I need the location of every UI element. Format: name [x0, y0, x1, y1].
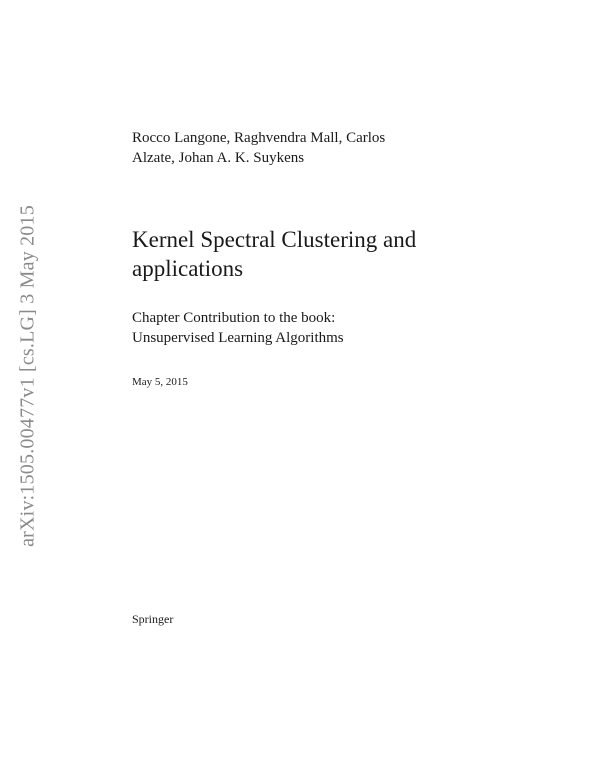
publisher-name: Springer [132, 612, 174, 626]
subtitle-line-2: Unsupervised Learning Algorithms [132, 330, 344, 346]
author-list [132, 128, 452, 168]
subtitle-line-1: Chapter Contribution to the book: [132, 310, 336, 326]
chapter-title [132, 225, 462, 283]
arxiv-identifier-stamp: arXiv:1505.00477v1 [cs.LG] 3 May 2015 [16, 205, 39, 547]
title-line-2: applications [132, 256, 244, 281]
book-contribution-note [132, 308, 452, 348]
title-line-1: Kernel Spectral Clustering and [132, 227, 417, 252]
publication-date: May 5, 2015 [132, 376, 188, 388]
author-line-1: Rocco Langone, Raghvendra Mall, Carlos [132, 130, 386, 146]
author-line-2: Alzate, Johan A. K. Suykens [132, 150, 305, 166]
